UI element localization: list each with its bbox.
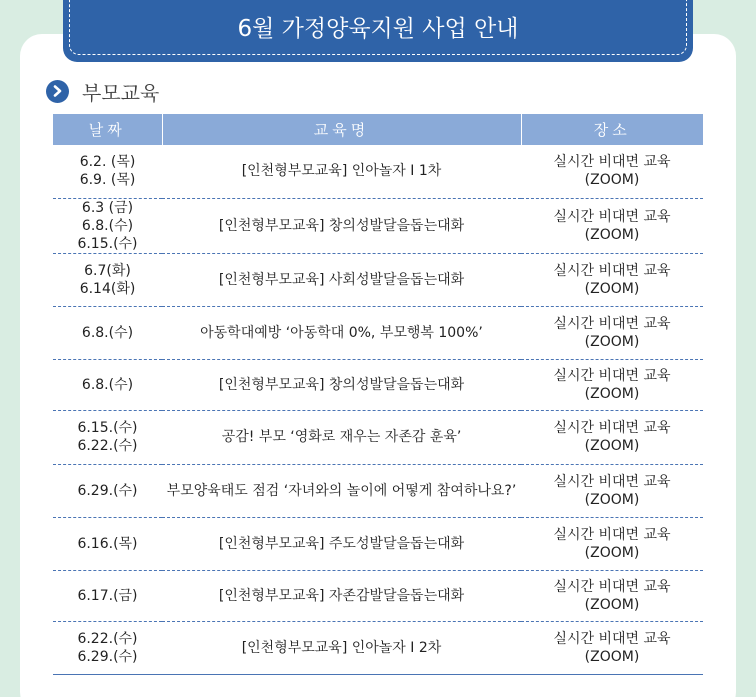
- table-row: [53, 464, 703, 517]
- date-text: 6.17.(금): [77, 587, 138, 604]
- place-cell: [521, 410, 703, 464]
- date-text: 6.2. (목): [79, 154, 136, 171]
- program-name-cell: [인천형부모교육] 창의성발달을돕는대화: [162, 198, 521, 253]
- program-name-cell: [인천형부모교육] 인아놀자 Ⅰ 1차: [162, 145, 521, 198]
- program-name-cell: 공감! 부모 ‘영화로 재우는 자존감 훈육’: [162, 410, 521, 464]
- program-name-cell: [인천형부모교육] 인아놀자 Ⅰ 2차: [162, 621, 521, 674]
- date-cell: [53, 517, 162, 570]
- table-row: [53, 517, 703, 570]
- place-text: (ZOOM): [584, 385, 640, 402]
- date-text: 6.8.(수): [81, 217, 134, 234]
- place-text: (ZOOM): [584, 172, 640, 189]
- column-header-program: 교육명: [162, 114, 521, 145]
- date-text: 6.3 (금): [81, 199, 134, 216]
- place-cell: [521, 145, 703, 198]
- place-cell: [521, 253, 703, 306]
- table-row: [53, 570, 703, 621]
- place-text: (ZOOM): [584, 226, 640, 243]
- place-cell: [521, 517, 703, 570]
- place-cell: [521, 306, 703, 359]
- program-name-cell: 부모양육태도 점검 ‘자녀와의 놀이에 어떻게 참여하나요?’: [162, 464, 521, 517]
- table-row: [53, 145, 703, 198]
- place-cell: [521, 464, 703, 517]
- program-name-cell: [인천형부모교육] 창의성발달을돕는대화: [162, 359, 521, 410]
- place-cell: [521, 621, 703, 674]
- date-cell: [53, 621, 162, 674]
- date-text: 6.7(화): [84, 262, 131, 279]
- place-text: (ZOOM): [584, 648, 640, 665]
- date-text: 6.15.(수): [77, 420, 138, 436]
- place-text: (ZOOM): [584, 491, 640, 508]
- date-text: 6.29.(수): [77, 482, 138, 499]
- program-name-cell: [인천형부모교육] 사회성발달을돕는대화: [162, 253, 521, 306]
- section-header: [46, 78, 159, 104]
- place-text: 실시간 비대면 교육: [553, 526, 671, 543]
- date-cell: [53, 570, 162, 621]
- table-row: [53, 359, 703, 410]
- section-title: 부모교육: [82, 80, 160, 105]
- place-text: 실시간 비대면 교육: [553, 154, 671, 171]
- date-cell: [53, 253, 162, 306]
- place-text: (ZOOM): [584, 280, 640, 297]
- place-text: 실시간 비대면 교육: [553, 367, 671, 384]
- place-cell: [521, 198, 703, 253]
- place-text: (ZOOM): [584, 544, 640, 561]
- program-name-cell: 아동학대예방 ‘아동학대 0%, 부모행복 100%’: [162, 306, 521, 359]
- date-text: 6.14(화): [79, 280, 136, 297]
- title-banner: [63, 0, 693, 62]
- place-text: 실시간 비대면 교육: [553, 315, 671, 332]
- date-text: 6.8.(수): [81, 324, 134, 341]
- table-row: [53, 621, 703, 674]
- date-text: 6.15.(수): [77, 235, 138, 252]
- program-name-cell: [인천형부모교육] 주도성발달을돕는대화: [162, 517, 521, 570]
- place-text: 실시간 비대면 교육: [553, 630, 671, 647]
- date-cell: [53, 198, 162, 253]
- program-name-cell: [인천형부모교육] 자존감발달을돕는대화: [162, 570, 521, 621]
- table-body: [53, 145, 703, 674]
- place-text: 실시간 비대면 교육: [553, 578, 671, 595]
- schedule-table: [53, 114, 703, 675]
- chevron-right-icon: [46, 80, 69, 103]
- place-text: 실시간 비대면 교육: [553, 262, 671, 279]
- place-text: (ZOOM): [584, 333, 640, 350]
- column-header-date: 날짜: [53, 114, 162, 145]
- place-cell: [521, 359, 703, 410]
- column-header-place: 장소: [521, 114, 703, 145]
- place-text: 실시간 비대면 교육: [553, 208, 671, 225]
- date-cell: [53, 306, 162, 359]
- place-text: 실시간 비대면 교육: [553, 473, 671, 490]
- date-cell: [53, 464, 162, 517]
- date-text: 6.9. (목): [79, 172, 136, 189]
- date-text: 6.16.(목): [77, 535, 138, 552]
- page-title: 6월 가정양육지원 사업 안내: [69, 0, 687, 55]
- table-header-row: [53, 114, 703, 145]
- date-cell: [53, 145, 162, 198]
- date-text: 6.8.(수): [81, 376, 134, 393]
- date-text: 6.29.(수): [77, 648, 138, 665]
- date-cell: [53, 410, 162, 464]
- table-row: [53, 306, 703, 359]
- place-text: 실시간 비대면 교육: [553, 420, 671, 436]
- table-row: [53, 253, 703, 306]
- date-text: 6.22.(수): [77, 630, 138, 647]
- table-row: [53, 198, 703, 253]
- date-cell: [53, 359, 162, 410]
- place-cell: [521, 570, 703, 621]
- place-text: (ZOOM): [584, 596, 640, 613]
- table-row: [53, 410, 703, 464]
- place-text: (ZOOM): [584, 438, 640, 454]
- date-text: 6.22.(수): [77, 438, 138, 454]
